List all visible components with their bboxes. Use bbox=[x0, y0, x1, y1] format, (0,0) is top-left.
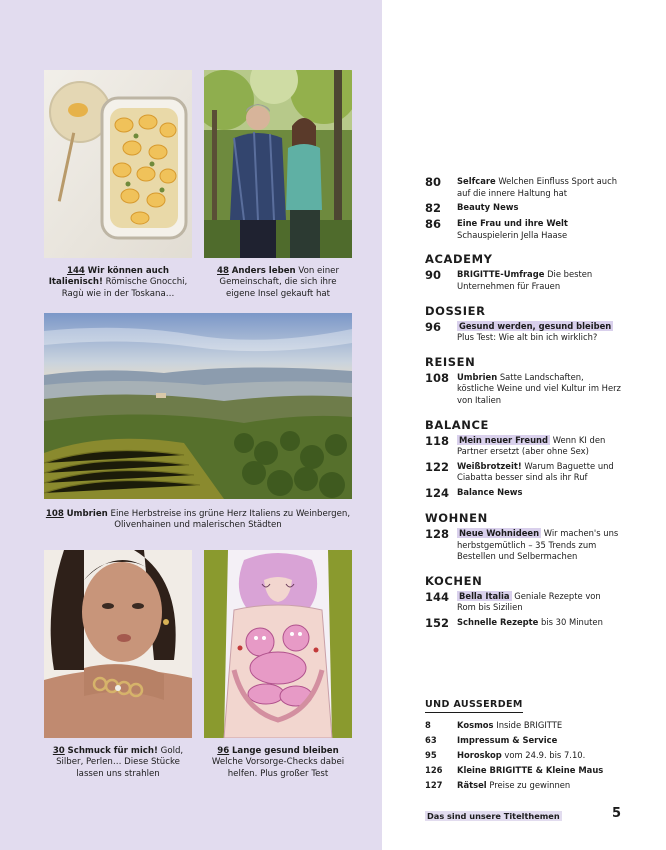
toc-entry[interactable]: 90 BRIGITTE-Umfrage Die besten Unternehmen für Frauen bbox=[425, 268, 593, 291]
extra-entry[interactable]: 126 Kleine BRIGITTE & Kleine Maus bbox=[425, 765, 604, 775]
toc-entry[interactable]: 144 Bella Italia Geniale Rezepte von Rom bis Sizilien bbox=[425, 589, 601, 613]
photo-gnocchi bbox=[44, 70, 192, 258]
illustration-health bbox=[204, 550, 352, 738]
page-number: 5 bbox=[612, 806, 622, 821]
extra-entry[interactable]: 8 Kosmos Inside BRIGITTE bbox=[425, 720, 563, 730]
also-heading: UND AUSSERDEM bbox=[425, 699, 523, 713]
caption-jewelry: 30 Schmuck für mich! Gold, Silber, Perlen… Diese Stücke lassen uns strahlen bbox=[52, 746, 184, 779]
toc-entry[interactable]: 108 Umbrien Satte Landschaften, köstliche Weine und viel Kultur im Herz von Italien bbox=[425, 370, 621, 405]
caption-gnocchi: 144 Wir können auch Italienisch! Römische Gnocchi, Ragù wie in der Toskana… bbox=[48, 266, 188, 299]
table-of-contents bbox=[425, 176, 621, 633]
photo-community bbox=[204, 70, 352, 258]
caption-health: 96 Lange gesund bleiben Welche Vorsorge-Checks dabei helfen. Plus großer Test bbox=[211, 746, 345, 779]
caption-umbria: 108 Umbrien Eine Herbstreise ins grüne Herz Italiens zu Weinbergen, Olivenhainen und malerischen Städten bbox=[45, 509, 351, 531]
extra-entry[interactable]: 95 Horoskop vom 24.9. bis 7.10. bbox=[425, 750, 586, 760]
caption-community: 48 Anders leben Von einer Gemeinschaft, die sich ihre eigene Insel gekauft hat bbox=[217, 266, 339, 299]
toc-entry[interactable]: 80 Selfcare Welchen Einfluss Sport auch auf die innere Haltung hat bbox=[425, 175, 618, 198]
toc-entry[interactable]: 124 Balance News bbox=[425, 485, 523, 500]
photo-jewelry bbox=[44, 550, 192, 738]
toc-entry[interactable]: 82 Beauty News bbox=[425, 201, 519, 216]
section-heading: KOCHEN bbox=[425, 573, 483, 588]
extra-entry[interactable]: 127 Rätsel Preise zu gewinnen bbox=[425, 780, 571, 790]
extra-entry[interactable]: 63 Impressum & Service bbox=[425, 735, 558, 745]
toc-entry[interactable]: 86 Eine Frau und ihre Welt Schauspielerin Jella Haase bbox=[425, 217, 568, 240]
cover-topics-note: Das sind unsere Titelthemen bbox=[427, 811, 560, 821]
toc-entry[interactable]: 96 Gesund werden, gesund bleiben Plus Test: Wie alt bin ich wirklich? bbox=[425, 319, 612, 343]
also-in-issue bbox=[425, 692, 621, 795]
toc-entry[interactable]: 118 Mein neuer Freund Wenn KI den Partner ersetzt (aber ohne Sex) bbox=[425, 433, 606, 457]
toc-entry[interactable]: 152 Schnelle Rezepte bis 30 Minuten bbox=[425, 615, 603, 630]
toc-entry[interactable]: 122 Weißbrotzeit! Warum Baguette und Ciabatta besser sind als ihr Ruf bbox=[425, 459, 614, 483]
section-heading: REISEN bbox=[425, 354, 476, 369]
section-heading: WOHNEN bbox=[425, 510, 488, 525]
toc-entry[interactable]: 128 Neue Wohnideen Wir machen's uns herbstgemütlich – 35 Trends zum Bestellen und Selbermachen bbox=[425, 526, 619, 562]
section-heading: DOSSIER bbox=[425, 303, 486, 318]
section-heading: ACADEMY bbox=[425, 252, 493, 267]
section-heading: BALANCE bbox=[425, 417, 490, 432]
photo-umbria bbox=[44, 313, 352, 499]
